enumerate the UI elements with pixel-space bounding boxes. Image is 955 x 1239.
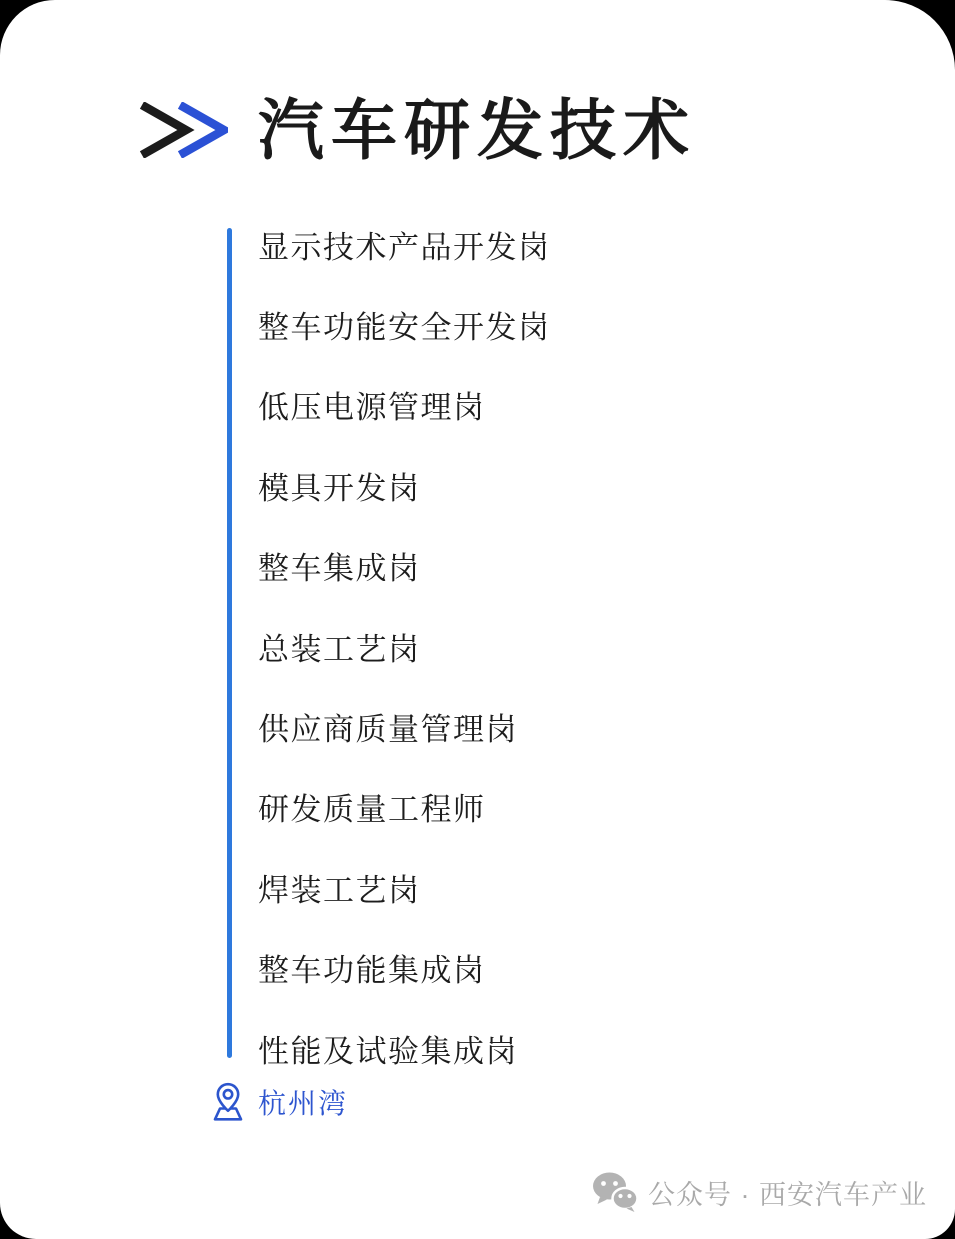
job-item: 焊装工艺岗 xyxy=(258,872,421,908)
location-pin-icon xyxy=(211,1082,245,1122)
wechat-icon xyxy=(592,1172,638,1212)
job-list xyxy=(258,204,551,1088)
job-item: 整车集成岗 xyxy=(258,551,421,587)
job-item: 总装工艺岗 xyxy=(258,631,421,667)
job-item: 显示技术产品开发岗 xyxy=(258,229,551,265)
watermark-label: 公众号 · 西安汽车产业 xyxy=(648,1179,927,1210)
double-chevron-right-icon xyxy=(138,102,228,158)
job-item: 研发质量工程师 xyxy=(258,792,486,828)
page-header xyxy=(138,94,696,167)
job-item: 整车功能集成岗 xyxy=(258,953,486,989)
watermark xyxy=(592,1172,927,1212)
accent-line xyxy=(227,228,232,1058)
job-item: 低压电源管理岗 xyxy=(258,390,486,426)
location-row xyxy=(211,1082,348,1122)
job-item: 性能及试验集成岗 xyxy=(258,1033,518,1069)
page-title: 汽车研发技术 xyxy=(258,93,696,167)
job-item: 整车功能安全开发岗 xyxy=(258,310,551,346)
job-item: 供应商质量管理岗 xyxy=(258,712,518,748)
job-item: 模具开发岗 xyxy=(258,470,421,506)
location-label: 杭州湾 xyxy=(258,1088,349,1119)
